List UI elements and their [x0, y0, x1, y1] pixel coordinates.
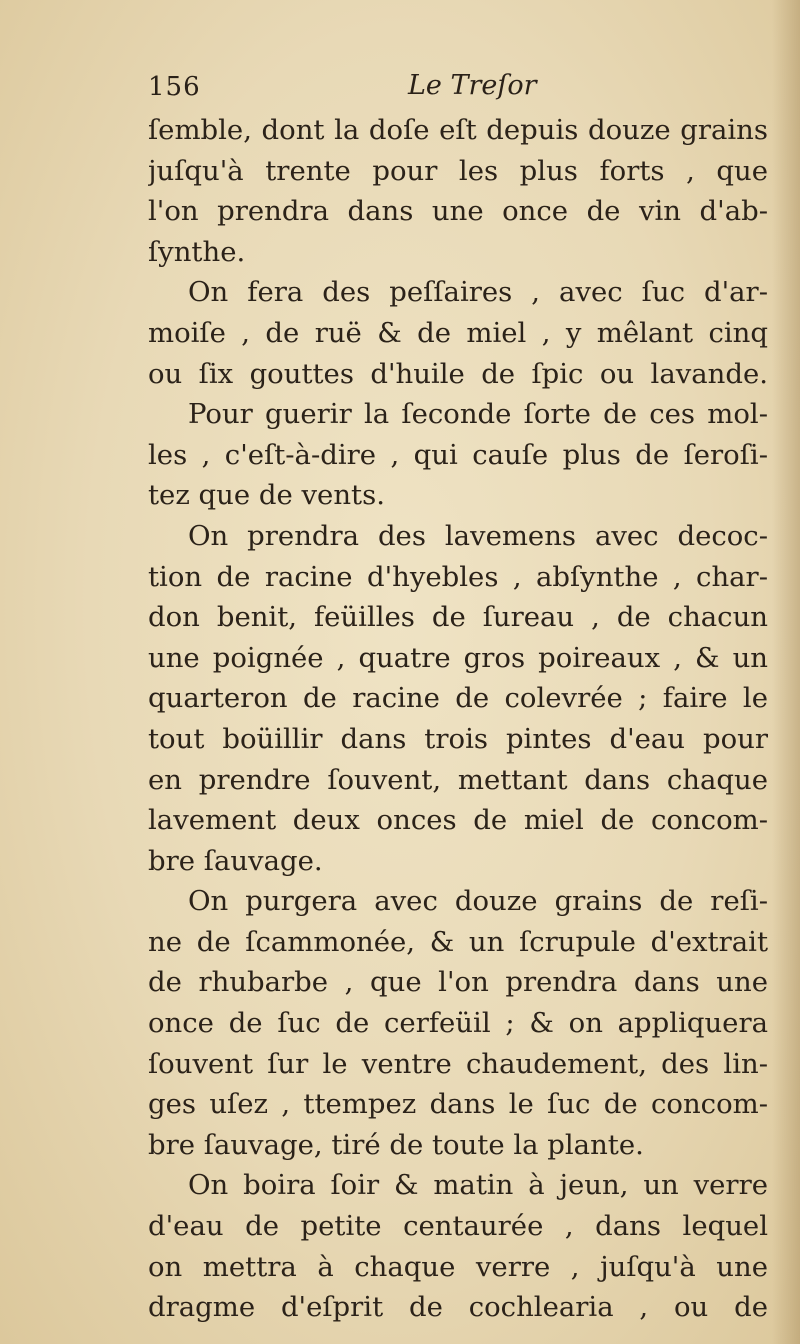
text-line: ou ſix gouttes d'huile de ſpic ou lavande.: [148, 357, 768, 390]
text-line: ges uſez , ttempez dans le ſuc de concom-: [148, 1088, 768, 1121]
text-line: Pour guerir la ſeconde ſorte de ces mol-: [188, 398, 768, 431]
text-line: dragme d'eſprit de cochlearia , ou de: [148, 1291, 768, 1324]
text-line: tez que de vents.: [148, 479, 385, 512]
text-line: don benit, feüilles de ſureau , de chacun: [148, 601, 768, 634]
text-line: quarteron de racine de colevrée ; faire le: [148, 682, 768, 715]
text-line: ſynthe.: [148, 235, 246, 268]
text-line: tion de racine d'hyebles , abſynthe , char-: [148, 560, 768, 593]
text-line: de rhubarbe , que l'on prendra dans une: [148, 966, 768, 999]
page-edge-shadow: [772, 0, 800, 1344]
text-line: moiſe , de ruë & de miel , y mêlant cinq: [148, 316, 768, 349]
text-line: ſemble, dont la doſe eſt depuis douze grains: [148, 114, 768, 146]
text-line: On boira ſoir & matin à jeun, un verre: [188, 1169, 768, 1202]
text-line: une poignée , quatre gros poireaux , & un: [148, 641, 768, 674]
text-line: bre ſauvage, tiré de toute la plante.: [148, 1128, 644, 1161]
text-line: On fera des peſſaires , avec ſuc d'ar-: [188, 276, 768, 309]
text-line: On purgera avec douze grains de reſi-: [188, 885, 768, 918]
text-line: ſouvent ſur le ventre chaudement, des lin-: [148, 1047, 768, 1080]
running-head: Le Treſor: [408, 70, 537, 101]
text-line: lavement deux onces de miel de concom-: [148, 804, 768, 837]
text-line: juſqu'à trente pour les plus forts , que: [148, 154, 768, 187]
text-line: once de ſuc de cerfeüil ; & on appliquera: [148, 1007, 768, 1040]
page-header: [148, 70, 768, 110]
text-line: l'on prendra dans une once de vin d'ab-: [148, 195, 768, 228]
body-text: [148, 110, 768, 1328]
text-line: on mettra à chaque verre , juſqu'à une: [148, 1250, 768, 1283]
text-line: tout boüillir dans trois pintes d'eau pour: [148, 722, 768, 755]
page-number: 156: [148, 72, 201, 102]
text-line: les , c'eſt-à-dire , qui cauſe plus de ſeroſi-: [148, 438, 768, 471]
text-line: On prendra des lavemens avec decoc-: [188, 519, 768, 552]
text-line: en prendre ſouvent, mettant dans chaque: [148, 763, 768, 796]
text-line: d'eau de petite centaurée , dans lequel: [148, 1210, 768, 1243]
text-line: ne de ſcammonée, & un ſcrupule d'extrait: [148, 925, 768, 958]
text-line: bre ſauvage.: [148, 844, 323, 877]
